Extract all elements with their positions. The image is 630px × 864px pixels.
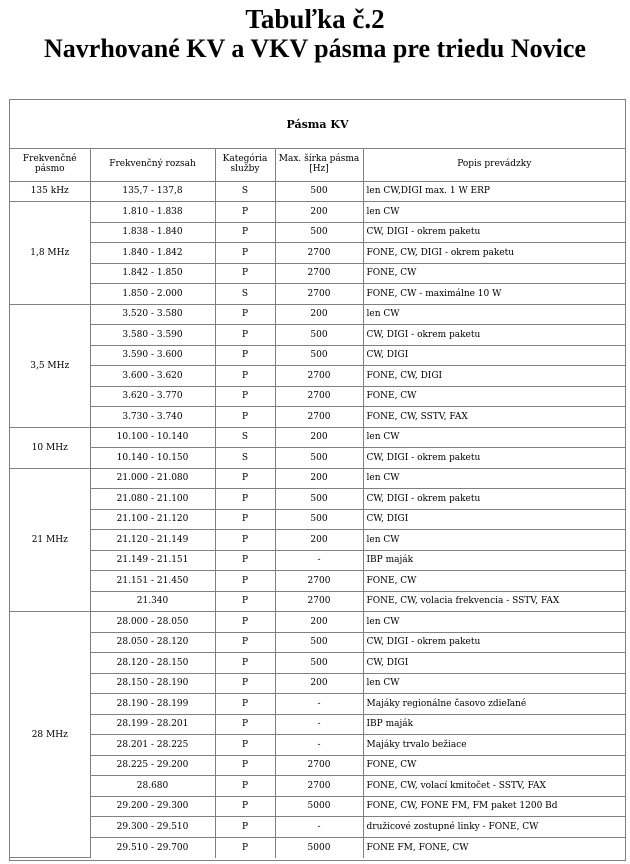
band-cell: 1,8 MHz — [10, 202, 90, 305]
description-cell: CW, DIGI - okrem paketu — [363, 448, 625, 469]
category-cell: P — [215, 837, 275, 858]
band-cell: 28 MHz — [10, 612, 90, 858]
range-cell: 3.600 - 3.620 — [90, 366, 215, 387]
width-cell: 500 — [275, 653, 363, 674]
description-cell: len CW — [363, 530, 625, 551]
description-cell: FONE, CW, volacia frekvencia - SSTV, FAX — [363, 591, 625, 612]
table-row — [10, 571, 625, 592]
band-table-frame — [9, 99, 626, 861]
table-caption: Pásma KV — [10, 100, 625, 149]
range-cell: 21.100 - 21.120 — [90, 509, 215, 530]
category-cell: P — [215, 817, 275, 838]
category-cell: P — [215, 755, 275, 776]
range-cell: 28.190 - 28.199 — [90, 694, 215, 715]
width-cell: 2700 — [275, 284, 363, 305]
table-row — [10, 550, 625, 571]
range-cell: 28.201 - 28.225 — [90, 735, 215, 756]
category-cell: P — [215, 325, 275, 346]
table-row — [10, 325, 625, 346]
width-cell: 2700 — [275, 366, 363, 387]
category-cell: P — [215, 571, 275, 592]
table-row — [10, 653, 625, 674]
range-cell: 28.050 - 28.120 — [90, 632, 215, 653]
band-cell: 10 MHz — [10, 427, 90, 468]
table-header-row — [10, 148, 625, 181]
category-cell: P — [215, 366, 275, 387]
table-row — [10, 509, 625, 530]
width-cell: 200 — [275, 468, 363, 489]
category-cell: P — [215, 509, 275, 530]
description-cell: FONE, CW — [363, 386, 625, 407]
category-cell: S — [215, 181, 275, 202]
width-cell: 2700 — [275, 243, 363, 264]
width-cell: 500 — [275, 345, 363, 366]
table-row — [10, 591, 625, 612]
category-cell: P — [215, 714, 275, 735]
range-cell: 28.199 - 28.201 — [90, 714, 215, 735]
table-row — [10, 796, 625, 817]
width-cell: 2700 — [275, 776, 363, 797]
width-cell: 500 — [275, 325, 363, 346]
width-cell: 200 — [275, 202, 363, 223]
range-cell: 3.730 - 3.740 — [90, 407, 215, 428]
header-category: Kategória služby — [215, 148, 275, 181]
table-row — [10, 366, 625, 387]
width-cell: - — [275, 735, 363, 756]
range-cell: 1.840 - 1.842 — [90, 243, 215, 264]
width-cell: 2700 — [275, 386, 363, 407]
category-cell: P — [215, 489, 275, 510]
range-cell: 28.225 - 29.200 — [90, 755, 215, 776]
description-cell: len CW — [363, 468, 625, 489]
description-cell: CW, DIGI — [363, 345, 625, 366]
range-cell: 10.140 - 10.150 — [90, 448, 215, 469]
width-cell: 2700 — [275, 407, 363, 428]
table-row — [10, 263, 625, 284]
description-cell: len CW — [363, 202, 625, 223]
width-cell: - — [275, 714, 363, 735]
table-row — [10, 427, 625, 448]
table-row — [10, 468, 625, 489]
category-cell: P — [215, 530, 275, 551]
description-cell: FONE, CW — [363, 263, 625, 284]
description-cell: FONE, CW — [363, 571, 625, 592]
description-cell: CW, DIGI — [363, 509, 625, 530]
range-cell: 3.620 - 3.770 — [90, 386, 215, 407]
width-cell: 5000 — [275, 837, 363, 858]
band-cell: 135 kHz — [10, 181, 90, 202]
category-cell: P — [215, 243, 275, 264]
category-cell: P — [215, 776, 275, 797]
header-description: Popis prevádzky — [363, 148, 625, 181]
range-cell: 21.120 - 21.149 — [90, 530, 215, 551]
width-cell: 2700 — [275, 591, 363, 612]
category-cell: P — [215, 468, 275, 489]
band-table-body — [10, 148, 625, 858]
category-cell: P — [215, 735, 275, 756]
category-cell: P — [215, 694, 275, 715]
table-row — [10, 222, 625, 243]
description-cell: Majáky trvalo bežiace — [363, 735, 625, 756]
width-cell: 500 — [275, 222, 363, 243]
description-cell: FONE, CW, DIGI — [363, 366, 625, 387]
description-cell: CW, DIGI — [363, 653, 625, 674]
header-range: Frekvenčný rozsah — [90, 148, 215, 181]
category-cell: P — [215, 632, 275, 653]
table-row — [10, 755, 625, 776]
table-row — [10, 181, 625, 202]
table-row — [10, 694, 625, 715]
range-cell: 21.080 - 21.100 — [90, 489, 215, 510]
table-row — [10, 489, 625, 510]
table-row — [10, 612, 625, 633]
description-cell: CW, DIGI - okrem paketu — [363, 222, 625, 243]
category-cell: P — [215, 796, 275, 817]
range-cell: 29.200 - 29.300 — [90, 796, 215, 817]
table-row — [10, 386, 625, 407]
width-cell: - — [275, 817, 363, 838]
width-cell: 200 — [275, 304, 363, 325]
description-cell: CW, DIGI - okrem paketu — [363, 325, 625, 346]
category-cell: S — [215, 448, 275, 469]
range-cell: 28.150 - 28.190 — [90, 673, 215, 694]
description-cell: CW, DIGI - okrem paketu — [363, 632, 625, 653]
table-row — [10, 304, 625, 325]
description-cell: IBP maják — [363, 714, 625, 735]
header-band: Frekvenčné pásmo — [10, 148, 90, 181]
range-cell: 3.520 - 3.580 — [90, 304, 215, 325]
table-row — [10, 243, 625, 264]
description-cell: IBP maják — [363, 550, 625, 571]
width-cell: 500 — [275, 489, 363, 510]
range-cell: 29.300 - 29.510 — [90, 817, 215, 838]
range-cell: 3.590 - 3.600 — [90, 345, 215, 366]
table-row — [10, 345, 625, 366]
range-cell: 28.000 - 28.050 — [90, 612, 215, 633]
title-line-1: Tabuľka č.2 — [245, 4, 385, 34]
table-row — [10, 837, 625, 858]
width-cell: 500 — [275, 181, 363, 202]
width-cell: 2700 — [275, 263, 363, 284]
table-row — [10, 202, 625, 223]
width-cell: 200 — [275, 530, 363, 551]
description-cell: FONE, CW — [363, 755, 625, 776]
description-cell: len CW,DIGI max. 1 W ERP — [363, 181, 625, 202]
range-cell: 21.000 - 21.080 — [90, 468, 215, 489]
range-cell: 1.842 - 1.850 — [90, 263, 215, 284]
width-cell: 5000 — [275, 796, 363, 817]
category-cell: P — [215, 591, 275, 612]
description-cell: len CW — [363, 673, 625, 694]
category-cell: P — [215, 202, 275, 223]
page-title — [0, 0, 630, 64]
width-cell: - — [275, 694, 363, 715]
table-row — [10, 735, 625, 756]
range-cell: 1.850 - 2.000 — [90, 284, 215, 305]
description-cell: FONE, CW - maximálne 10 W — [363, 284, 625, 305]
range-cell: 29.510 - 29.700 — [90, 837, 215, 858]
description-cell: družicové zostupné linky - FONE, CW — [363, 817, 625, 838]
category-cell: P — [215, 673, 275, 694]
table-row — [10, 817, 625, 838]
range-cell: 28.120 - 28.150 — [90, 653, 215, 674]
category-cell: P — [215, 612, 275, 633]
category-cell: P — [215, 222, 275, 243]
description-cell: len CW — [363, 427, 625, 448]
description-cell: CW, DIGI - okrem paketu — [363, 489, 625, 510]
table-row — [10, 284, 625, 305]
band-table — [10, 148, 625, 858]
band-cell: 21 MHz — [10, 468, 90, 612]
description-cell: FONE, CW, SSTV, FAX — [363, 407, 625, 428]
range-cell: 10.100 - 10.140 — [90, 427, 215, 448]
category-cell: P — [215, 263, 275, 284]
range-cell: 21.340 — [90, 591, 215, 612]
width-cell: 200 — [275, 612, 363, 633]
table-row — [10, 673, 625, 694]
category-cell: S — [215, 284, 275, 305]
category-cell: P — [215, 345, 275, 366]
description-cell: FONE FM, FONE, CW — [363, 837, 625, 858]
table-row — [10, 776, 625, 797]
table-row — [10, 407, 625, 428]
description-cell: Majáky regionálne časovo zdieľané — [363, 694, 625, 715]
range-cell: 3.580 - 3.590 — [90, 325, 215, 346]
width-cell: 200 — [275, 427, 363, 448]
range-cell: 1.838 - 1.840 — [90, 222, 215, 243]
description-cell: FONE, CW, FONE FM, FM paket 1200 Bd — [363, 796, 625, 817]
width-cell: - — [275, 550, 363, 571]
range-cell: 21.149 - 21.151 — [90, 550, 215, 571]
width-cell: 500 — [275, 448, 363, 469]
title-line-2: Navrhované KV a VKV pásma pre triedu Novice — [44, 34, 586, 63]
description-cell: len CW — [363, 304, 625, 325]
table-row — [10, 714, 625, 735]
range-cell: 28.680 — [90, 776, 215, 797]
width-cell: 2700 — [275, 571, 363, 592]
band-cell: 3,5 MHz — [10, 304, 90, 427]
range-cell: 135,7 - 137,8 — [90, 181, 215, 202]
table-row — [10, 632, 625, 653]
category-cell: S — [215, 427, 275, 448]
category-cell: P — [215, 550, 275, 571]
category-cell: P — [215, 386, 275, 407]
range-cell: 21.151 - 21.450 — [90, 571, 215, 592]
description-cell: len CW — [363, 612, 625, 633]
width-cell: 2700 — [275, 755, 363, 776]
category-cell: P — [215, 653, 275, 674]
width-cell: 200 — [275, 673, 363, 694]
category-cell: P — [215, 407, 275, 428]
width-cell: 500 — [275, 632, 363, 653]
table-row — [10, 530, 625, 551]
category-cell: P — [215, 304, 275, 325]
range-cell: 1.810 - 1.838 — [90, 202, 215, 223]
table-row — [10, 448, 625, 469]
header-width: Max. šírka pásma [Hz] — [275, 148, 363, 181]
description-cell: FONE, CW, volací kmitočet - SSTV, FAX — [363, 776, 625, 797]
width-cell: 500 — [275, 509, 363, 530]
description-cell: FONE, CW, DIGI - okrem paketu — [363, 243, 625, 264]
